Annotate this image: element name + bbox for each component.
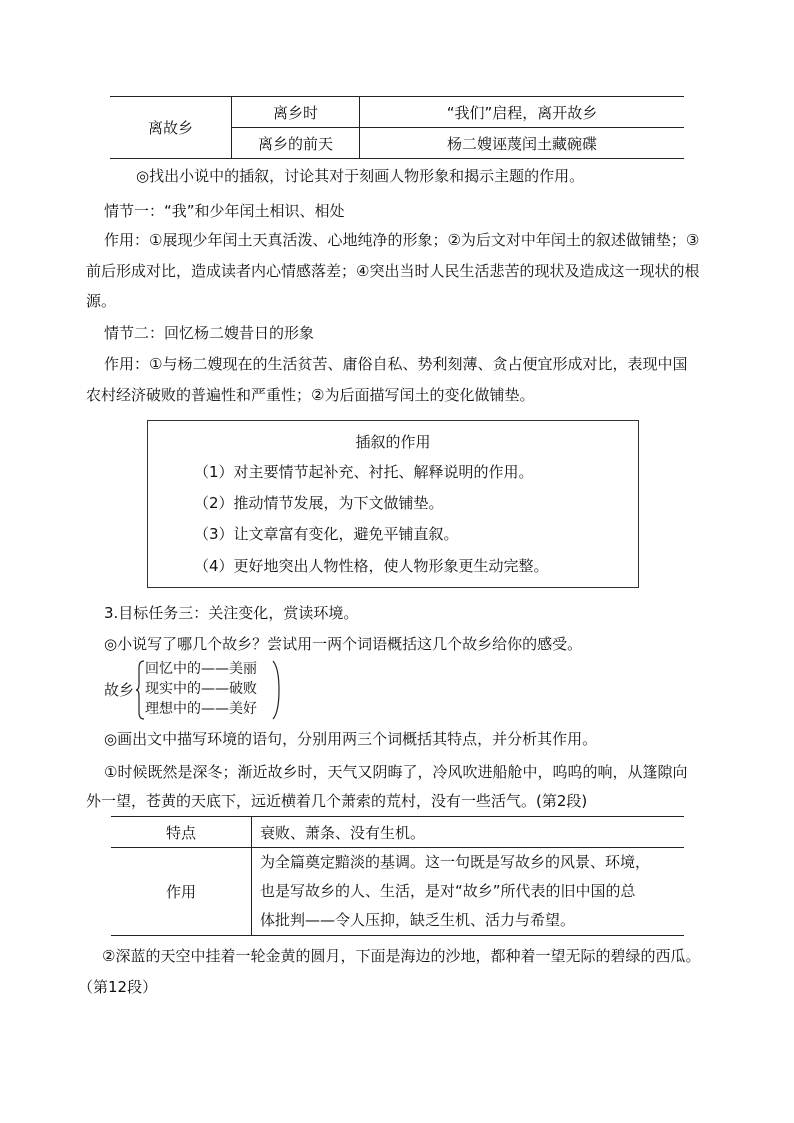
effect-label-cell: 作用 [111,848,252,936]
plot2-line: 作用：①与杨二嫂现在的生活贫苦、庸俗自私、势利刻薄、贪占便宜形成对比，表现中国 [104,355,688,373]
guxiang-label: 故乡 [104,681,135,699]
task3-heading: 3.目标任务三：关注变化，赏读环境。 [104,604,359,622]
effect-line: 体批判——令人压抑，缺乏生机、活力与希望。 [260,911,576,929]
group-label-cell: 离故乡 [110,97,232,159]
task3-question: ◎小说写了哪几个故乡？尝试用一两个词语概括这几个故乡给你的感受。 [104,635,583,653]
box-item: （3）让文章富有变化，避免平铺直叙。 [194,525,459,543]
plot2-title: 情节二：回忆杨二嫂昔日的形象 [104,324,315,342]
feature-value-cell: 衰败、萧条、没有生机。 [252,817,685,848]
box-item: （4）更好地突出人物性格，使人物形象更生动完整。 [194,557,549,575]
stage-cell: 离乡时 [232,97,360,128]
right-brace-icon [272,660,282,720]
box-item: （2）推动情节发展，为下文做铺垫。 [194,494,444,512]
effect-line: 也是写故乡的人、生活，是对“故乡”所代表的旧中国的总 [260,882,636,900]
plot1-line: 作用：①展现少年闰土天真活泼、心地纯净的形象；②为后文对中年闰土的叙述做铺垫；③ [104,231,700,249]
plot2-line: 农村经济破败的普遍性和严重性；②为后面描写闰土的变化做铺垫。 [86,386,535,404]
event-cell: 杨二嫂诬蔑闰土藏碗碟 [360,128,685,159]
box-item: （1）对主要情节起补充、衬托、解释说明的作用。 [194,463,534,481]
effect-value-cell [252,848,685,936]
departure-table [110,96,684,159]
effect-line: 为全篇奠定黯淡的基调。这一句既是写故乡的风景、环境， [260,853,651,871]
scene1-line: 外一望，苍黄的天底下，远近横着几个萧索的荒村，没有一些活气。(第2段) [86,792,588,810]
table-row [111,817,684,848]
table-row [110,97,684,128]
scene2-line: （第12段） [78,978,158,996]
stage-cell: 离乡的前天 [232,128,360,159]
scene-analysis-table [111,816,684,936]
scene1-line: ①时候既然是深冬；渐近故乡时，天气又阴晦了，冷风吹进船舱中，呜呜的响，从篷隙向 [104,763,688,781]
table-row [111,848,684,936]
insertion-function-box [147,420,639,588]
plot1-title: 情节一：“我”和少年闰土相识、相处 [104,202,345,220]
event-cell: “我们”启程，离开故乡 [360,97,685,128]
feature-label-cell: 特点 [111,817,252,848]
plot1-line: 前后形成对比，造成读者内心情感落差；④突出当时人民生活悲苦的现状及造成这一现状的根 [86,262,700,280]
guxiang-item: 回忆中的——美丽 [145,661,257,677]
question-insertion: ◎找出小说中的插叙，讨论其对于刻画人物形象和揭示主题的作用。 [136,167,585,185]
scene2-line: ②深蓝的天空中挂着一轮金黄的圆月，下面是海边的沙地，都种着一望无际的碧绿的西瓜。 [102,947,701,965]
box-title: 插叙的作用 [355,433,431,451]
guxiang-item: 现实中的——破败 [145,681,257,697]
guxiang-item: 理想中的——美好 [145,701,257,717]
plot1-line: 源。 [86,292,117,310]
task3-question-2: ◎画出文中描写环境的语句，分别用两三个词概括其特点，并分析其作用。 [104,730,598,748]
